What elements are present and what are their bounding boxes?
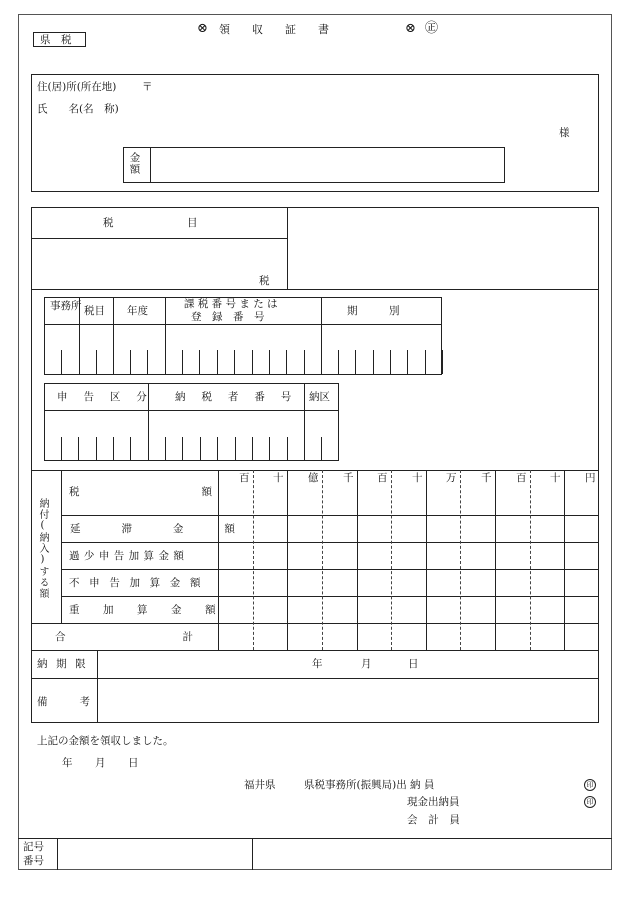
digit-header: 億: [308, 472, 319, 484]
digit-column-divider: [460, 470, 461, 650]
address-label: 住(居)所(所在地): [37, 81, 117, 93]
digit-separator: [442, 350, 443, 374]
digit-separator: [61, 437, 62, 461]
digit-header: 千: [481, 472, 492, 484]
accountant-line: 会 計 員: [407, 814, 464, 826]
digit-separator: [61, 350, 62, 374]
digit-column-divider: [564, 470, 565, 650]
digit-separator: [286, 350, 287, 374]
assessment-header-2: 登 録 番 号: [191, 311, 265, 323]
document-title: 領 収 証 書: [219, 23, 329, 36]
row-tax-amount: 税 額: [69, 486, 212, 498]
digit-separator: [304, 350, 305, 374]
digit-header: 百: [377, 472, 388, 484]
deadline-month: 月: [361, 658, 372, 670]
digit-header: 百: [239, 472, 250, 484]
digit-column-divider: [495, 470, 496, 650]
number-label: 番号: [23, 855, 44, 867]
digit-separator: [165, 437, 166, 461]
digit-separator: [234, 350, 235, 374]
row-under-declaration: 過少申告加算金額: [69, 550, 189, 562]
seal-icon: 印: [584, 779, 596, 791]
digit-separator: [147, 350, 148, 374]
postal-mark: 〒: [142, 81, 153, 93]
declaration-category-header: 申 告 区 分: [57, 391, 154, 403]
digit-separator: [338, 350, 339, 374]
digit-header: 千: [343, 472, 354, 484]
deadline-field[interactable]: [98, 651, 598, 677]
tax-item-header: 税 目: [103, 217, 198, 229]
record-number-field[interactable]: [58, 839, 251, 869]
taxpayer-number-header: 納 税 者 番 号: [175, 391, 298, 403]
total-label: 合 計: [55, 631, 193, 643]
office-line: 県税事務所(振興局)出 納 員: [304, 779, 435, 791]
digit-separator: [252, 350, 253, 374]
title-mark-left: ⊗: [197, 21, 208, 36]
digit-column-divider: [530, 470, 531, 650]
receipt-date-month: 月: [95, 757, 106, 769]
digit-column-divider: [322, 470, 323, 650]
deadline-year: 年: [312, 658, 323, 670]
digit-column-divider: [287, 470, 288, 650]
tax-label: 県 税: [40, 34, 72, 46]
cashier-line: 現金出納員: [407, 796, 460, 808]
digit-header: 百: [516, 472, 527, 484]
digit-separator: [182, 350, 183, 374]
digit-separator: [130, 437, 131, 461]
digit-separator: [269, 437, 270, 461]
digit-separator: [373, 350, 374, 374]
name-label: 氏 名(名 称): [37, 103, 119, 115]
digit-header: 十: [412, 472, 423, 484]
digit-column-divider: [357, 470, 358, 650]
row-no-declaration: 不申告加算金額: [69, 577, 211, 589]
digit-separator: [130, 350, 131, 374]
digit-header: 円: [585, 472, 596, 484]
receipt-text: 上記の金額を領収しました。: [37, 735, 174, 747]
remarks-label: 備 考: [37, 696, 90, 708]
digit-separator: [269, 350, 270, 374]
digit-separator: [78, 437, 79, 461]
amount-group-label: 納付(納入)する額: [37, 498, 48, 599]
digit-column-divider: [426, 470, 427, 650]
period-header: 期 別: [347, 305, 400, 317]
title-mark-right: ⊗: [405, 21, 416, 36]
digit-separator: [355, 350, 356, 374]
year-header: 年度: [127, 305, 148, 317]
assessment-header-1: 課 税 番 号 ま た は: [184, 298, 278, 310]
receipt-date-year: 年: [62, 757, 73, 769]
digit-separator: [390, 350, 391, 374]
digit-separator: [182, 437, 183, 461]
digit-header: 十: [273, 472, 284, 484]
record-label: 記号: [23, 841, 44, 853]
digit-column-divider: [253, 470, 254, 650]
amount-label: 金額: [128, 152, 141, 175]
tax-item-suffix: 税: [259, 275, 270, 287]
remarks-field[interactable]: [98, 679, 598, 722]
digit-separator: [217, 350, 218, 374]
row-late-fee: 延 滞 金 額: [70, 523, 251, 535]
digit-separator: [235, 437, 236, 461]
payment-category-header: 納区: [309, 391, 330, 403]
prefecture: 福井県: [244, 779, 276, 791]
digit-separator: [96, 350, 97, 374]
digit-separator: [217, 437, 218, 461]
digit-column-divider: [391, 470, 392, 650]
office-header: 事務所: [50, 300, 82, 312]
digit-separator: [321, 437, 322, 461]
tax-type-header: 税目: [84, 305, 105, 317]
digit-header: 十: [550, 472, 561, 484]
public-mark: ㊣: [425, 21, 439, 36]
receipt-date-day: 日: [128, 757, 139, 769]
digit-separator: [199, 350, 200, 374]
honorific: 様: [559, 127, 570, 139]
digit-separator: [200, 437, 201, 461]
main-table: [31, 207, 599, 723]
digit-separator: [148, 437, 149, 461]
digit-separator: [96, 437, 97, 461]
digit-separator: [287, 437, 288, 461]
digit-separator: [113, 437, 114, 461]
digit-separator: [425, 350, 426, 374]
deadline-label: 納 期 限: [37, 658, 89, 670]
digit-header: 万: [446, 472, 457, 484]
row-heavy-penalty: 重 加 算 金 額: [69, 604, 223, 616]
digit-separator: [407, 350, 408, 374]
digit-separator: [252, 437, 253, 461]
seal-icon: 印: [584, 796, 596, 808]
amount-field[interactable]: [123, 147, 505, 183]
deadline-day: 日: [408, 658, 419, 670]
